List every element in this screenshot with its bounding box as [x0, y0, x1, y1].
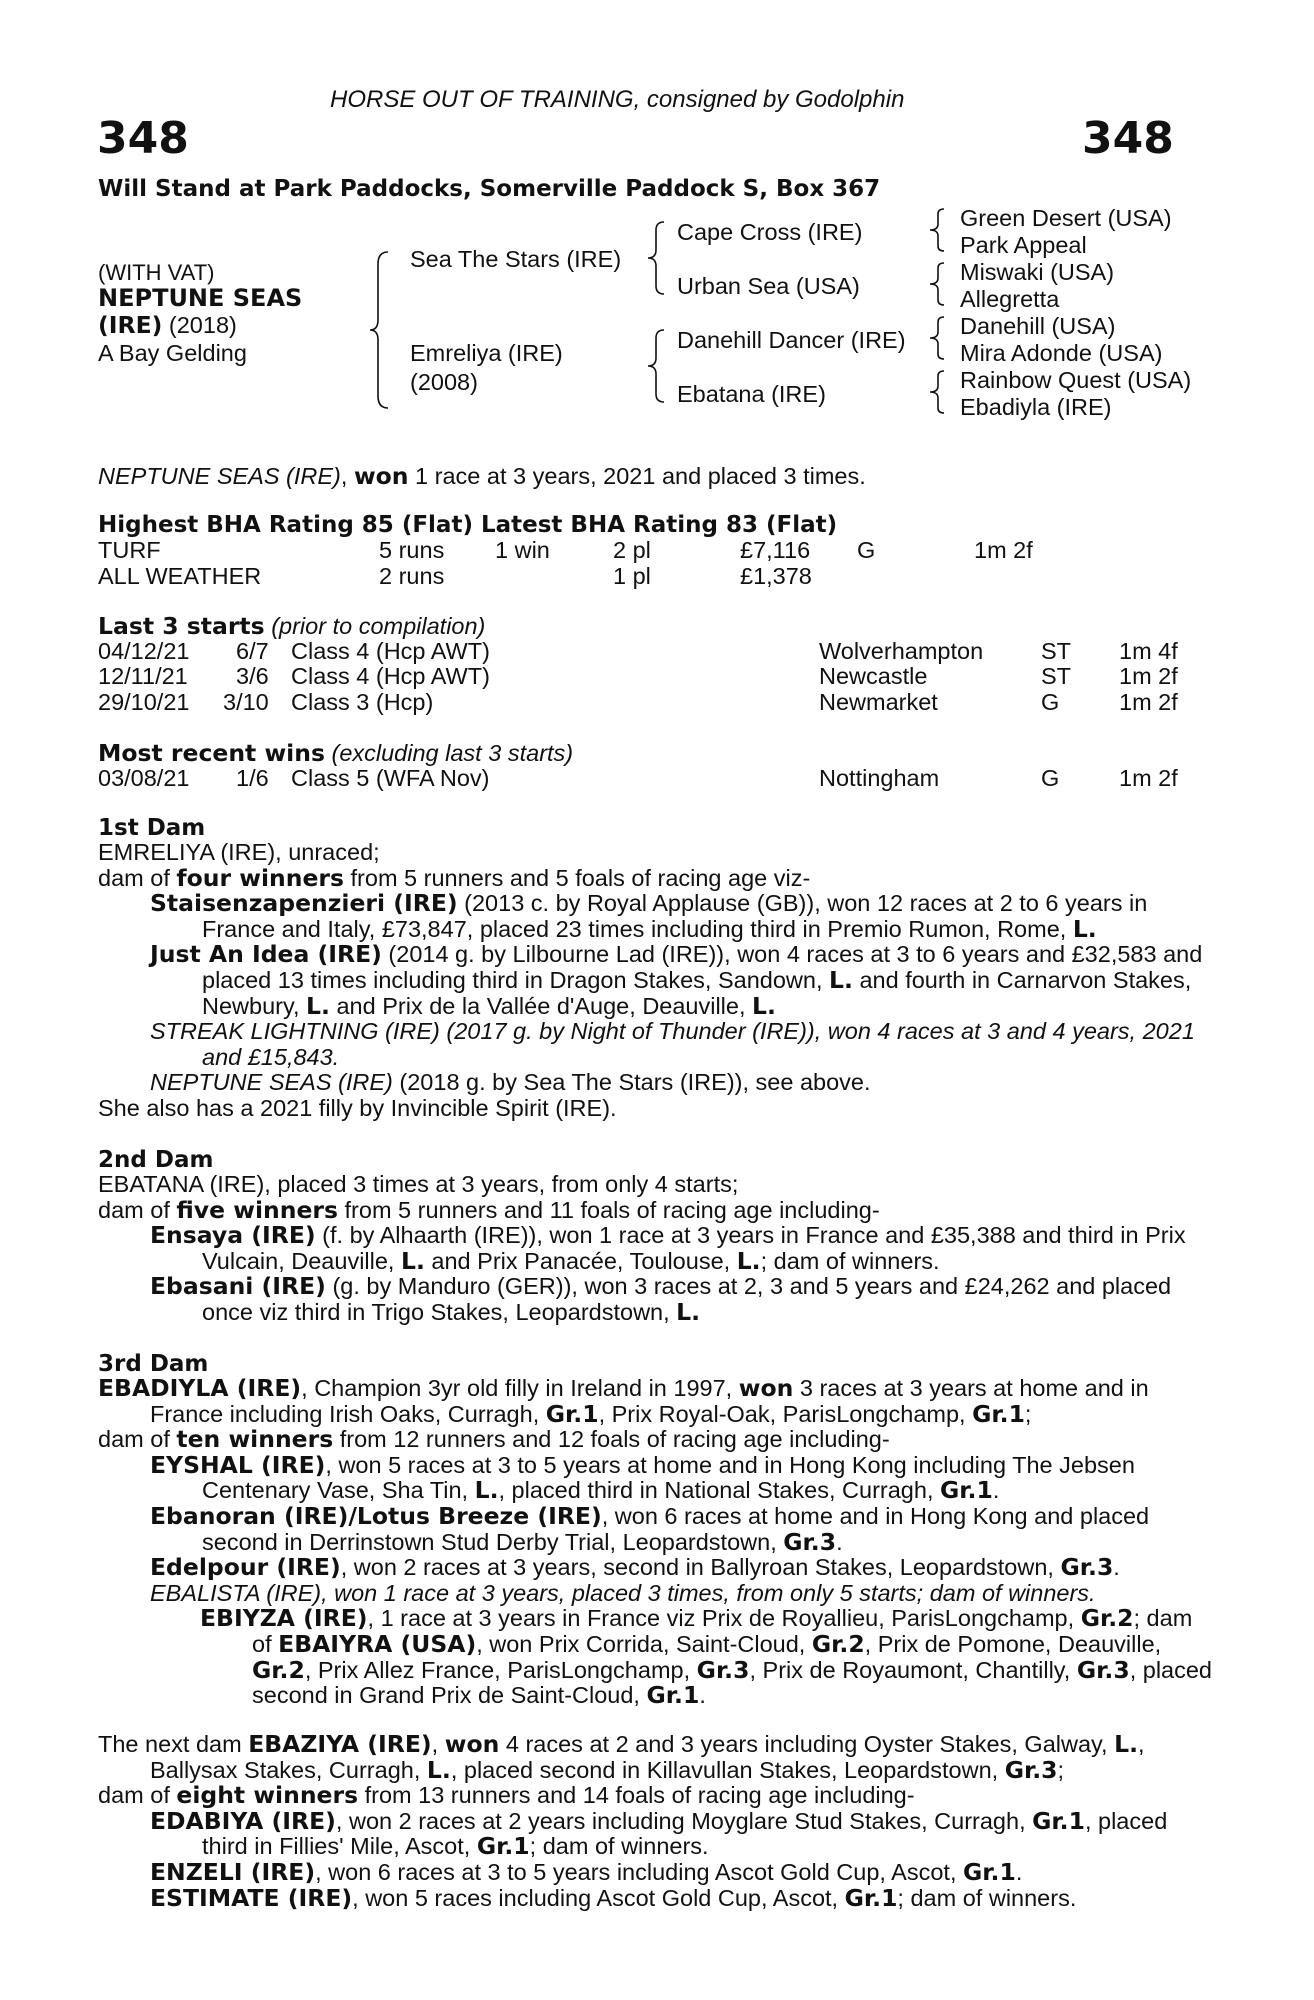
text: , won 5 races including Ascot Gold Cup, Ascot,: [352, 1884, 845, 1911]
text: won: [738, 1374, 794, 1402]
text: ; dam of: [252, 1605, 1193, 1657]
third-dam-summary: [98, 1427, 1213, 1453]
text: L.: [474, 1476, 499, 1505]
text: L.: [400, 1246, 425, 1275]
first-dam-heading: 1st Dam: [98, 815, 206, 841]
progeny-list: [98, 1806, 1213, 1912]
text: , Ballysax Stakes, Curragh,: [150, 1731, 1145, 1783]
text: Gr.3: [696, 1655, 750, 1684]
progeny-list: [98, 1223, 1213, 1325]
pedigree-brace-ss: [930, 207, 952, 253]
sub-progeny-list: [150, 1606, 1213, 1708]
third-dam-section: [98, 1376, 1213, 1709]
win-date: 03/08/21: [98, 765, 190, 791]
text: ;: [1024, 1400, 1032, 1427]
pedigree-brace-dam: [648, 328, 674, 404]
text: Gr.1: [476, 1832, 530, 1861]
second-dam-intro: EBATANA (IRE), placed 3 times at 3 years, from only 4 starts;: [98, 1171, 739, 1197]
text: L.: [1114, 1730, 1139, 1758]
text: , placed second in Grand Prix de Saint-Cloud,: [252, 1656, 1212, 1709]
sire-sire-dam: Park Appeal: [960, 232, 1087, 258]
dam-dam: Ebatana (IRE): [677, 381, 826, 407]
text: and fourth in Carnarvon Stakes, Newbury,: [202, 966, 1192, 1019]
start-race: Class 4 (Hcp AWT): [291, 638, 490, 664]
text: and Prix Panacée, Toulouse,: [424, 1247, 737, 1274]
pedigree-brace-dd: [930, 369, 952, 415]
dam-sire-dam: Mira Adonde (USA): [960, 340, 1163, 366]
text: and Prix de la Vallée d'Auge, Deauville,: [329, 992, 753, 1019]
text: (g. by Manduro (GER)), won 3 races at 2, 3 and 5 years and £24,262 and placed once viz third in Trigo Stakes, Leopardstown,: [202, 1273, 1172, 1325]
text: from 12 runners and 12 foals of racing age including-: [333, 1426, 890, 1453]
text: Ebanoran (IRE)/Lotus Breeze (IRE): [150, 1501, 602, 1530]
next-dam-summary: [98, 1783, 1213, 1809]
ratings-heading: Highest BHA Rating 85 (Flat) Latest BHA Rating 83 (Flat): [98, 512, 838, 538]
text: Gr.2: [252, 1655, 305, 1684]
dam-dam-sire: Rainbow Quest (USA): [960, 367, 1192, 393]
sire-dam: Urban Sea (USA): [677, 273, 860, 299]
list-item: [150, 1806, 1213, 1861]
start-date: 29/10/21: [98, 689, 190, 715]
start-race: Class 3 (Hcp): [291, 689, 434, 715]
second-dam-section: [98, 1172, 1213, 1326]
text: L.: [1072, 914, 1097, 943]
start-course: Wolverhampton: [819, 638, 984, 664]
recent-wins-heading: [98, 739, 573, 767]
win-course: Nottingham: [819, 765, 940, 791]
text: , won Prix Corrida, Saint-Cloud,: [476, 1630, 812, 1657]
list-item: [150, 1450, 1213, 1505]
horse-origin-year: [98, 311, 237, 339]
rating-placed: 2 pl: [613, 537, 651, 563]
text: , Prix Royal-Oak, ParisLongchamp,: [598, 1400, 973, 1427]
text: , Prix de Pomone, Deauville,: [864, 1630, 1162, 1657]
list-item: [150, 1857, 1213, 1886]
recent-wins-title: Most recent wins: [98, 739, 325, 767]
sire-dam-sire: Miswaki (USA): [960, 259, 1115, 285]
second-dam-heading: 2nd Dam: [98, 1147, 214, 1173]
rating-going: G: [857, 537, 876, 563]
sire-sire-sire: Green Desert (USA): [960, 205, 1172, 231]
first-dam-section: [98, 840, 1213, 1122]
text: five winners: [176, 1195, 338, 1224]
list-item: [150, 942, 1213, 1019]
vat-note: (WITH VAT): [98, 260, 215, 285]
list-item: [150, 1274, 1213, 1325]
text: , won 6 races at home and in Hong Kong and placed second in Derrinstown Stud Derby Trial, Leopardstown,: [202, 1502, 1150, 1555]
text: won: [444, 1730, 500, 1758]
text: NEPTUNE SEAS (IRE): [150, 1069, 393, 1096]
text: .: [992, 1477, 1000, 1504]
lot-number-left: 348: [97, 113, 189, 164]
text: The next dam: [98, 1731, 249, 1757]
horse-name: NEPTUNE SEAS: [98, 284, 303, 312]
text: dam of: [98, 1196, 177, 1223]
win-distance: 1m 2f: [1119, 765, 1178, 791]
rating-wins: 1 win: [495, 537, 550, 563]
list-item: [150, 1070, 1213, 1096]
summary-won: won: [353, 462, 409, 490]
text: L.: [306, 991, 330, 1020]
text: Gr.3: [1076, 1655, 1130, 1684]
win-race: Class 5 (WFA Nov): [291, 765, 490, 791]
text: (2017 g. by Night of Thunder (IRE)), won 4 races at 3 and 4 years, 2021 and £15,843.: [202, 1018, 1195, 1070]
lot-number-right: 348: [1082, 113, 1174, 164]
text: STREAK LIGHTNING (IRE): [150, 1018, 440, 1045]
text: ten winners: [176, 1425, 334, 1454]
dam: Emreliya (IRE): [410, 340, 563, 366]
text: from 5 runners and 5 foals of racing age viz-: [344, 864, 811, 891]
rating-placed: 1 pl: [613, 563, 651, 589]
rating-surface: TURF: [98, 537, 161, 563]
list-item: [150, 1501, 1213, 1556]
rating-runs: 2 runs: [379, 563, 445, 589]
sire-sire: Cape Cross (IRE): [677, 219, 863, 245]
dam-dam-dam: Ebadiyla (IRE): [960, 394, 1112, 420]
third-dam-heading: 3rd Dam: [98, 1351, 209, 1377]
last-starts-heading: [98, 612, 485, 640]
text: Gr.3: [1004, 1755, 1058, 1784]
start-going: ST: [1041, 638, 1072, 664]
text: EDABIYA (IRE): [150, 1806, 336, 1835]
text: L.: [752, 991, 776, 1020]
text: Gr.1: [972, 1399, 1025, 1428]
dam-sire: Danehill Dancer (IRE): [677, 327, 906, 353]
text: Gr.3: [1060, 1553, 1114, 1582]
third-dam-intro: [98, 1376, 1213, 1427]
start-course: Newmarket: [819, 689, 938, 715]
rating-distance: 1m 2f: [974, 537, 1033, 563]
text: ,: [431, 1731, 445, 1757]
text: , Prix Allez France, ParisLongchamp,: [304, 1656, 697, 1683]
text: dam of: [98, 1782, 177, 1809]
text: ;: [1057, 1756, 1065, 1783]
text: Edelpour (IRE): [150, 1553, 341, 1582]
text: Gr.1: [963, 1857, 1016, 1886]
text: Gr.3: [783, 1527, 837, 1556]
text: Ensaya (IRE): [150, 1221, 316, 1250]
win-position: 1/6: [236, 765, 269, 791]
text: Gr.1: [545, 1399, 599, 1428]
list-item: [150, 891, 1213, 942]
text: , placed third in National Stakes, Curragh,: [498, 1477, 941, 1504]
list-item: [150, 1019, 1213, 1070]
text: dam of: [98, 1426, 177, 1453]
text: Gr.2: [1080, 1604, 1134, 1633]
start-position: 3/10: [223, 689, 269, 715]
text: .: [1015, 1858, 1023, 1885]
text: , placed third in Fillies' Mile, Ascot,: [202, 1807, 1168, 1860]
pedigree-brace-sire: [648, 220, 674, 296]
text: eight winners: [176, 1781, 359, 1810]
text: (f. by Alhaarth (IRE)), won 1 race at 3 years in France and £35,388 and third in Prix Vulcain, Deauville,: [202, 1222, 1186, 1274]
summary-horse: NEPTUNE SEAS (IRE): [98, 463, 341, 489]
sire-dam-dam: Allegretta: [960, 286, 1060, 312]
horse-year: (2018): [162, 312, 237, 338]
text: (2014 g. by Lilbourne Lad (IRE)), won 4 races at 3 to 6 years and £32,583 and placed 13 times including third in Dragon Stakes, Sandown,: [202, 941, 1203, 993]
text: .: [836, 1528, 843, 1555]
text: dam of: [98, 864, 177, 891]
list-item: [150, 1555, 1213, 1581]
text: , won 5 races at 3 to 5 years at home and in Hong Kong including The Jebsen Centenary Vase, Sha Tin,: [202, 1451, 1135, 1504]
text: from 5 runners and 11 foals of racing age including-: [337, 1196, 880, 1223]
text: L.: [736, 1246, 761, 1275]
pedigree-brace-ds: [930, 315, 952, 361]
last-starts-note: (prior to compilation): [264, 613, 486, 639]
stand-location: Will Stand at Park Paddocks, Somerville Paddock S, Box 367: [98, 176, 881, 202]
text: four winners: [176, 863, 344, 892]
list-item: [200, 1606, 1213, 1708]
rating-surface: ALL WEATHER: [98, 563, 262, 589]
start-distance: 1m 4f: [1119, 638, 1178, 664]
text: EBIYZA (IRE): [200, 1604, 368, 1633]
text: Gr.1: [646, 1681, 700, 1710]
start-going: G: [1041, 689, 1060, 715]
progeny-list: [98, 891, 1213, 1096]
next-dam-intro: [98, 1732, 1213, 1783]
list-item: EBALISTA (IRE), won 1 race at 3 years, placed 3 times, from only 5 starts; dam of winners.: [150, 1579, 1096, 1606]
text: , Prix de Royaumont, Chantilly,: [749, 1656, 1077, 1683]
text: L.: [829, 965, 853, 994]
text: ESTIMATE (IRE): [150, 1883, 353, 1912]
text: ; dam of winners.: [760, 1247, 940, 1274]
start-race: Class 4 (Hcp AWT): [291, 663, 490, 689]
text: 4 races at 2 and 3 years including Oyster Stakes, Galway,: [499, 1731, 1115, 1757]
start-distance: 1m 2f: [1119, 663, 1178, 689]
progeny-list: [98, 1450, 1213, 1710]
sire: Sea The Stars (IRE): [410, 246, 622, 272]
text: ; dam of winners.: [897, 1884, 1077, 1911]
text: L.: [676, 1297, 701, 1326]
rating-runs: 5 runs: [379, 537, 445, 563]
first-dam-note: She also has a 2021 filly by Invincible Spirit (IRE).: [98, 1094, 617, 1121]
win-going: G: [1041, 765, 1060, 791]
text: , won 2 races at 3 years, second in Ballyroan Stakes, Leopardstown,: [340, 1554, 1061, 1581]
text: Gr.1: [844, 1883, 898, 1912]
dam-year: (2008): [410, 369, 478, 395]
text: Just An Idea (IRE): [150, 940, 382, 969]
start-position: 6/7: [236, 638, 269, 664]
text: EBADIYLA (IRE): [98, 1374, 302, 1402]
start-date: 12/11/21: [98, 663, 188, 689]
text: Staisenzapenzieri (IRE): [150, 889, 458, 918]
page-title: HORSE OUT OF TRAINING, consigned by Godolphin: [330, 86, 905, 113]
text: EBAZIYA (IRE): [248, 1730, 432, 1758]
text: ENZELI (IRE): [150, 1857, 316, 1886]
last-starts-title: Last 3 starts: [98, 612, 265, 640]
text: 3 races at 3 years at home and in France including Irish Oaks, Curragh,: [150, 1375, 1149, 1427]
next-dam-section: [98, 1732, 1213, 1911]
text: from 13 runners and 14 foals of racing age including-: [358, 1782, 915, 1809]
text: (2018 g. by Sea The Stars (IRE)), see above.: [392, 1069, 871, 1096]
text: , Champion 3yr old filly in Ireland in 1997,: [301, 1375, 739, 1401]
pedigree-brace-main: [370, 250, 400, 410]
text: Gr.1: [940, 1476, 993, 1505]
summary-rest: 1 race at 3 years, 2021 and placed 3 times.: [408, 463, 866, 489]
list-item: [150, 1223, 1213, 1274]
start-course: Newcastle: [819, 663, 928, 689]
start-distance: 1m 2f: [1119, 689, 1178, 715]
text: Gr.1: [1032, 1806, 1085, 1835]
second-dam-summary: [98, 1195, 1213, 1224]
rating-prize: £7,116: [740, 537, 811, 563]
first-dam-intro: EMRELIYA (IRE), unraced;: [98, 839, 380, 865]
text: EYSHAL (IRE): [150, 1450, 326, 1479]
text: .: [699, 1682, 706, 1709]
first-dam-summary: [98, 863, 1213, 892]
text: L.: [426, 1755, 451, 1784]
start-date: 04/12/21: [98, 638, 190, 664]
list-item: [150, 1883, 1213, 1912]
text: , 1 race at 3 years in France viz Prix de Royallieu, ParisLongchamp,: [367, 1605, 1081, 1632]
text: (2013 c. by Royal Applause (GB)), won 12 races at 2 to 6 years in France and Italy, £73,847, placed 23 times including third in Premio Rumon, Rome,: [202, 890, 1148, 942]
horse-origin: (IRE): [98, 311, 163, 339]
race-summary: NEPTUNE SEAS (IRE), won 1 race at 3 years, 2021 and placed 3 times.: [98, 462, 866, 490]
start-position: 3/6: [236, 663, 269, 689]
start-going: ST: [1041, 663, 1072, 689]
text: EBAIYRA (USA): [278, 1629, 477, 1658]
text: .: [1113, 1554, 1120, 1581]
dam-sire-sire: Danehill (USA): [960, 313, 1116, 339]
text: , won 2 races at 2 years including Moyglare Stud Stakes, Curragh,: [335, 1807, 1033, 1834]
horse-description: A Bay Gelding: [98, 340, 247, 366]
text: ; dam of winners.: [529, 1833, 709, 1860]
text: , won 6 races at 3 to 5 years including Ascot Gold Cup, Ascot,: [315, 1858, 963, 1885]
recent-wins-note: (excluding last 3 starts): [324, 740, 574, 766]
rating-prize: £1,378: [740, 563, 812, 589]
pedigree-brace-sd: [930, 261, 952, 307]
text: Gr.2: [811, 1629, 865, 1658]
text: Ebasani (IRE): [150, 1272, 326, 1301]
text: , placed second in Killavullan Stakes, Leopardstown,: [450, 1756, 1005, 1783]
